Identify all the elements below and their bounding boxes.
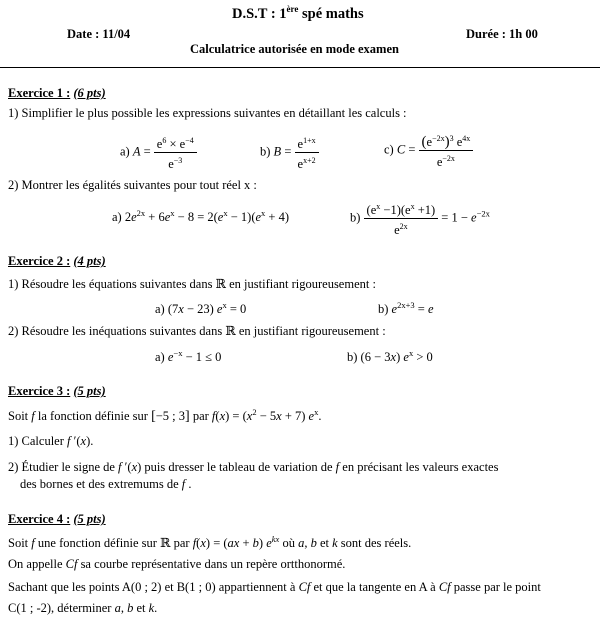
ex1-heading <box>8 86 106 101</box>
ex1-expr-c: c) C = $\frac{(e^{-2x})^3 e^{4x}}{e^{-2x}}$ <box>384 132 473 169</box>
ex4-tangente: et que la tangente en A à <box>313 580 436 594</box>
ex1-eq-a: a) $2e^{2x} + 6e^x - 8 = 2(e^x - 1)(e^x + 4)$ <box>112 208 290 224</box>
ex4-soit: Soit <box>8 536 29 550</box>
ex4-line1: Soit f une fonction définie sur ℝ par f(x) = (ax + b) $e^{kx}$ où a, b et k sont des réels. <box>8 534 412 550</box>
ex4-appelle: On appelle <box>8 557 63 571</box>
ex3-q2: 2) Étudier le signe de f ′(x) puis dresser le tableau de variation de f en précisant les valeurs exactes <box>8 460 499 474</box>
ex3-line1: Soit f la fonction définie sur [−5 ; 3] par $f(x) = (x^2 - 5x + 7)$ $e^x$. <box>8 407 322 424</box>
ex3-q2-line2: des bornes et des extremums de f . <box>20 477 192 491</box>
title-main: D.S.T : 1 <box>232 5 287 22</box>
ex4-line2: On appelle Cf sa courbe représentative dans un repère ortthonormé. <box>8 557 346 571</box>
ex3-q1: 1) Calculer f ′(x). <box>8 434 94 448</box>
ex4-et2: et <box>136 601 146 615</box>
label-ex2-1b: b) <box>378 302 389 316</box>
ex2-eq-b: b) $e^{2x+3} = e$ <box>378 300 434 316</box>
ex4-title: Exercice 4 : <box>8 512 71 526</box>
label-b: b) <box>260 144 271 159</box>
title-rest: spé maths <box>298 5 364 22</box>
ex4-passe: passe par le point <box>453 580 541 594</box>
ex1-expr-b: b) B = $\frac{e^{1+x}}{e^{x+2}}$ <box>260 134 319 171</box>
label-ex2-1a: a) <box>155 302 165 316</box>
ex1-eq-b: b) $\frac{(e^x -1)(e^x +1)}{e^{2x}}$ = $1 - e^{-2x}$ <box>350 202 490 238</box>
ex3-heading <box>8 384 106 399</box>
label-c: c) <box>384 142 394 157</box>
label-a: a) <box>120 144 130 159</box>
ex4-courbe: sa courbe représentative dans un repère ortthonormé. <box>80 557 346 571</box>
date: Date : 11/04 <box>67 27 131 41</box>
label-2b: b) <box>350 210 361 225</box>
ex3-pts: (5 pts) <box>73 384 106 398</box>
ex4-heading <box>8 512 106 527</box>
calc-note: Calculatrice autorisée en mode examen <box>190 42 399 56</box>
ex2-pts: (4 pts) <box>73 254 106 268</box>
ex2-eq-a: a) (7x − 23) $e^x = 0$ <box>155 300 247 316</box>
label-2a: a) <box>112 210 122 224</box>
ex4-reels: sont des réels. <box>340 536 412 550</box>
ex4-line4: C(1 ; -2), déterminer a, b et k. <box>8 601 158 615</box>
ex2-heading <box>8 254 106 269</box>
ex3-def: la fonction définie sur <box>37 409 148 423</box>
ex3-q2a: 2) Étudier le signe de <box>8 460 115 474</box>
ex1-pts: (6 pts) <box>73 86 106 100</box>
ex4-def: une fonction définie sur ℝ par <box>37 536 190 550</box>
ex3-par: par <box>192 409 209 423</box>
ex3-soit: Soit <box>8 409 29 423</box>
ex3-calc: 1) Calculer <box>8 434 64 448</box>
title-sup: ère <box>286 4 299 14</box>
ex1-expr-a: a) A = $\frac{e^6 \times e^{-4}}{e^{-3}}$ <box>120 134 197 171</box>
ex2-title: Exercice 2 : <box>8 254 71 268</box>
ex4-pts: (5 pts) <box>73 512 106 526</box>
ex4-ou: où <box>282 536 295 550</box>
ex2-q2: 2) Résoudre les inéquations suivantes dans ℝ en justifiant rigoureusement : <box>8 324 386 338</box>
page-title <box>232 4 364 23</box>
ex3-q2b: puis dresser le tableau de variation de <box>144 460 333 474</box>
ex1-q2: 2) Montrer les égalités suivantes pour tout réel x : <box>8 178 257 192</box>
ex3-q2d: des bornes et des extremums de <box>20 477 179 491</box>
label-ex2-2b: b) <box>347 350 358 364</box>
ex4-determiner: C(1 ; -2), déterminer <box>8 601 112 615</box>
label-ex2-2a: a) <box>155 350 165 364</box>
ex3-q2c: en précisant les valeurs exactes <box>342 460 499 474</box>
ex1-title: Exercice 1 : <box>8 86 71 100</box>
ex2-ineq-a: a) $e^{-x} - 1 \le 0$ <box>155 348 222 364</box>
ex4-line3: Sachant que les points A(0 ; 2) et B(1 ; 0) appartiennent à Cf et que la tangente en A à Cf passe par le point <box>8 580 541 594</box>
ex1-q1: 1) Simplifier le plus possible les expressions suivantes en détaillant les calculs : <box>8 106 407 120</box>
ex3-title: Exercice 3 : <box>8 384 71 398</box>
ex4-et: et <box>319 536 329 550</box>
duree: Durée : 1h 00 <box>466 27 538 41</box>
ex4-points: Sachant que les points A(0 ; 2) et B(1 ; 0) appartiennent à <box>8 580 296 594</box>
ex2-ineq-b: b) (6 − 3x) $e^x > 0$ <box>347 348 433 364</box>
header-rule <box>0 67 600 68</box>
ex2-q1: 1) Résoudre les équations suivantes dans ℝ en justifiant rigoureusement : <box>8 277 376 291</box>
